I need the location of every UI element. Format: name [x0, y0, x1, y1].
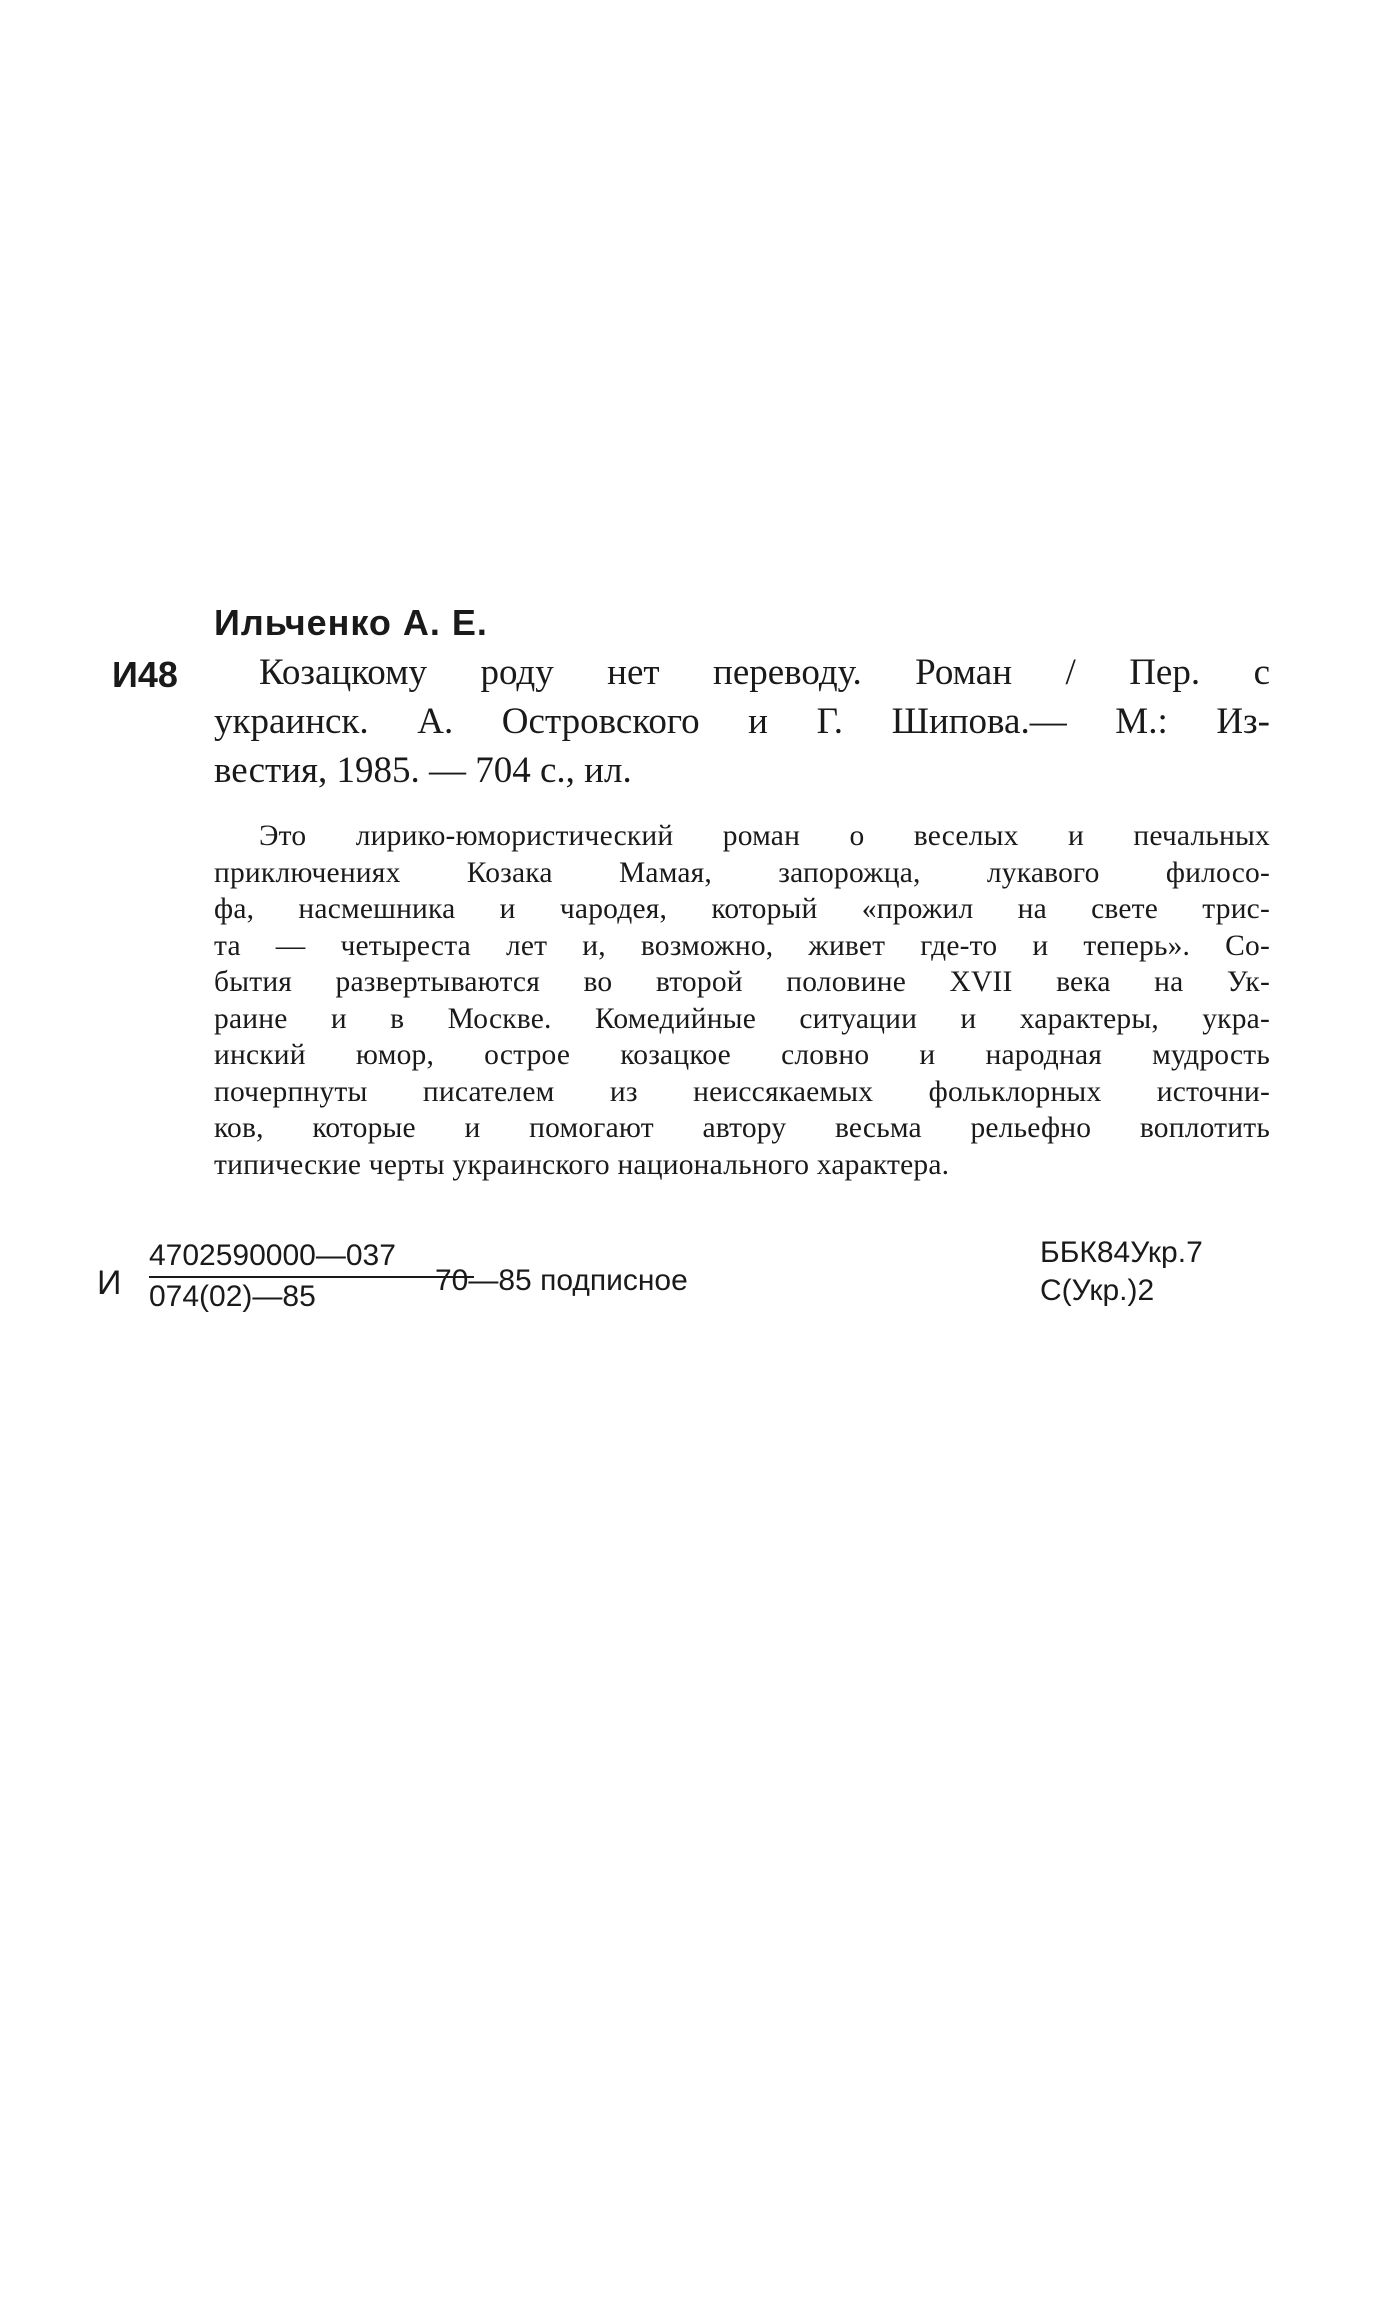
code-letter: И: [97, 1264, 122, 1302]
author-name: Ильченко А. Е.: [214, 602, 488, 643]
biblio-line: Козацкому роду нет переводу. Роман / Пер. с: [259, 652, 1270, 693]
annotation-line: типические черты украинского национального характера.: [214, 1148, 950, 1181]
bbk-classification: [1040, 1234, 1203, 1310]
annotation-line: та — четыреста лет и, возможно, живет где-то и теперь». Со-: [214, 929, 1270, 962]
annotation-line: почерпнуты писателем из неиссякаемых фольклорных источни-: [214, 1075, 1270, 1108]
annotation-line: фа, насмешника и чародея, который «прожил на свете трис-: [214, 893, 1270, 925]
catalog-index: И48: [112, 654, 178, 695]
annotation: [214, 818, 1270, 1183]
annotation-line: инский юмор, острое козацкое словно и народная мудрость: [214, 1039, 1270, 1071]
annotation-line: Это лирико-юмористический роман о веселых и печальных: [259, 820, 1270, 852]
biblio-line: украинск. А. Островского и Г. Шипова.— М.: Из-: [214, 701, 1270, 742]
annotation-line: приключениях Козака Мамая, запорожца, лукавого филосо-: [214, 856, 1270, 889]
annotation-line: бытия развертываются во второй половине XVII века на Ук-: [214, 966, 1270, 998]
publication-code: [97, 1238, 797, 1318]
code-denominator: 074(02)—85: [149, 1280, 316, 1313]
code-numerator: 4702590000—037: [149, 1239, 396, 1272]
bbk-line: С(Укр.)2: [1040, 1274, 1155, 1307]
subscription-note: 70—85 подписное: [435, 1264, 688, 1297]
annotation-line: раине и в Москве. Комедийные ситуации и характеры, укра-: [214, 1002, 1270, 1035]
biblio-line: вестия, 1985. — 704 с., ил.: [214, 750, 632, 791]
bbk-line: ББК84Укр.7: [1040, 1236, 1203, 1269]
bibliographic-description: [214, 648, 1270, 795]
annotation-line: ков, которые и помогают автору весьма рельефно воплотить: [214, 1112, 1270, 1144]
